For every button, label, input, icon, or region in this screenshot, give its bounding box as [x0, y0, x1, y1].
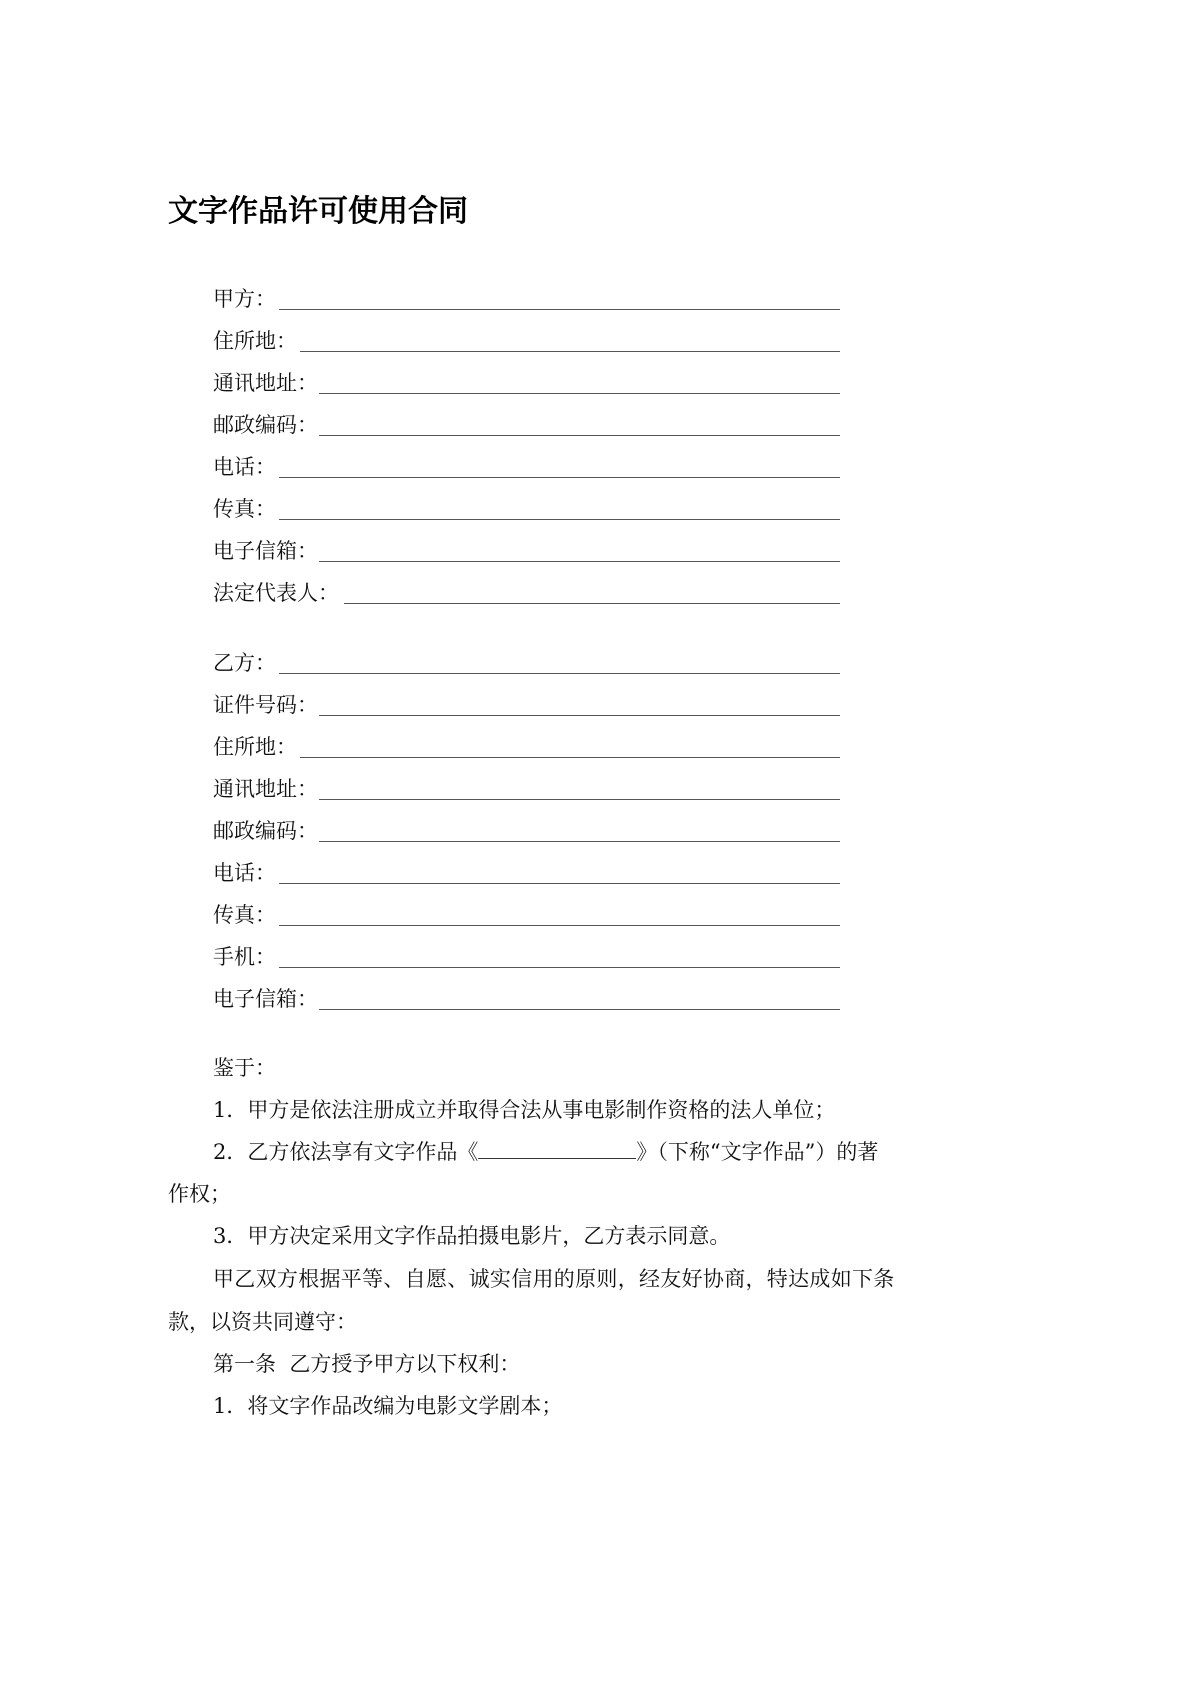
fill-in-line[interactable] — [319, 561, 840, 562]
party-b-email-field — [213, 983, 318, 1013]
article-1-item-1: 1．将文字作品改编为电影文学剧本； — [213, 1394, 563, 1418]
fill-in-line[interactable] — [279, 883, 840, 884]
fill-in-line[interactable] — [319, 715, 840, 716]
recital-item-2 — [213, 1137, 878, 1167]
fill-in-line[interactable] — [319, 393, 840, 394]
document-title: 文字作品许可使用合同 — [168, 194, 468, 229]
fill-in-line[interactable] — [279, 477, 840, 478]
recital-item-1: 1．甲方是依法注册成立并取得合法从事电影制作资格的法人单位； — [213, 1098, 836, 1122]
field-label: 传真： — [213, 497, 276, 521]
party-b-fax-field — [213, 899, 276, 929]
party-b-postcode-field — [213, 815, 318, 845]
field-label: 证件号码： — [213, 693, 318, 717]
party-a-name-field — [213, 283, 276, 313]
fill-in-line[interactable] — [319, 1009, 840, 1010]
fill-in-line[interactable] — [279, 309, 840, 310]
party-a-domicile-field — [213, 325, 297, 355]
field-label: 电话： — [213, 861, 276, 885]
field-label: 住所地： — [213, 735, 297, 759]
field-label: 乙方： — [213, 651, 276, 675]
party-b-phone-field — [213, 857, 276, 887]
field-label: 甲方： — [213, 287, 276, 311]
fill-in-line[interactable] — [319, 799, 840, 800]
recitals-heading: 鉴于： — [213, 1056, 276, 1080]
recital-item-3: 3．甲方决定采用文字作品拍摄电影片，乙方表示同意。 — [213, 1224, 731, 1248]
fill-in-line[interactable] — [300, 351, 840, 352]
field-label: 通讯地址： — [213, 777, 318, 801]
fill-in-line[interactable] — [279, 925, 840, 926]
recital-item-2-continuation: 作权； — [168, 1182, 231, 1206]
recital-item-2-suffix: 》（下称“文字作品”）的著 — [636, 1140, 879, 1164]
work-title-blank[interactable] — [478, 1138, 636, 1159]
field-label: 法定代表人： — [213, 581, 339, 605]
agreement-clause-line-1: 甲乙双方根据平等、自愿、诚实信用的原则，经友好协商，特达成如下条 — [213, 1267, 895, 1291]
field-label: 邮政编码： — [213, 819, 318, 843]
field-label: 邮政编码： — [213, 413, 318, 437]
party-b-domicile-field — [213, 731, 297, 761]
fill-in-line[interactable] — [344, 603, 840, 604]
party-b-address-field — [213, 773, 318, 803]
recital-item-2-prefix: 2．乙方依法享有文字作品《 — [213, 1140, 479, 1164]
field-label: 通讯地址： — [213, 371, 318, 395]
fill-in-line[interactable] — [279, 673, 840, 674]
party-a-postcode-field — [213, 409, 318, 439]
party-a-phone-field — [213, 451, 276, 481]
fill-in-line[interactable] — [300, 757, 840, 758]
party-b-id-number-field — [213, 689, 318, 719]
party-a-legal-rep-field — [213, 577, 339, 607]
party-b-name-field — [213, 647, 276, 677]
party-a-email-field — [213, 535, 318, 565]
field-label: 电子信箱： — [213, 539, 318, 563]
field-label: 手机： — [213, 945, 276, 969]
field-label: 住所地： — [213, 329, 297, 353]
fill-in-line[interactable] — [279, 967, 840, 968]
field-label: 传真： — [213, 903, 276, 927]
field-label: 电子信箱： — [213, 987, 318, 1011]
field-label: 电话： — [213, 455, 276, 479]
party-a-address-field — [213, 367, 318, 397]
article-1-heading: 第一条 乙方授予甲方以下权利： — [213, 1352, 521, 1376]
fill-in-line[interactable] — [279, 519, 840, 520]
fill-in-line[interactable] — [319, 435, 840, 436]
party-b-mobile-field — [213, 941, 276, 971]
agreement-clause-line-2: 款，以资共同遵守： — [168, 1310, 357, 1334]
party-a-fax-field — [213, 493, 276, 523]
fill-in-line[interactable] — [319, 841, 840, 842]
